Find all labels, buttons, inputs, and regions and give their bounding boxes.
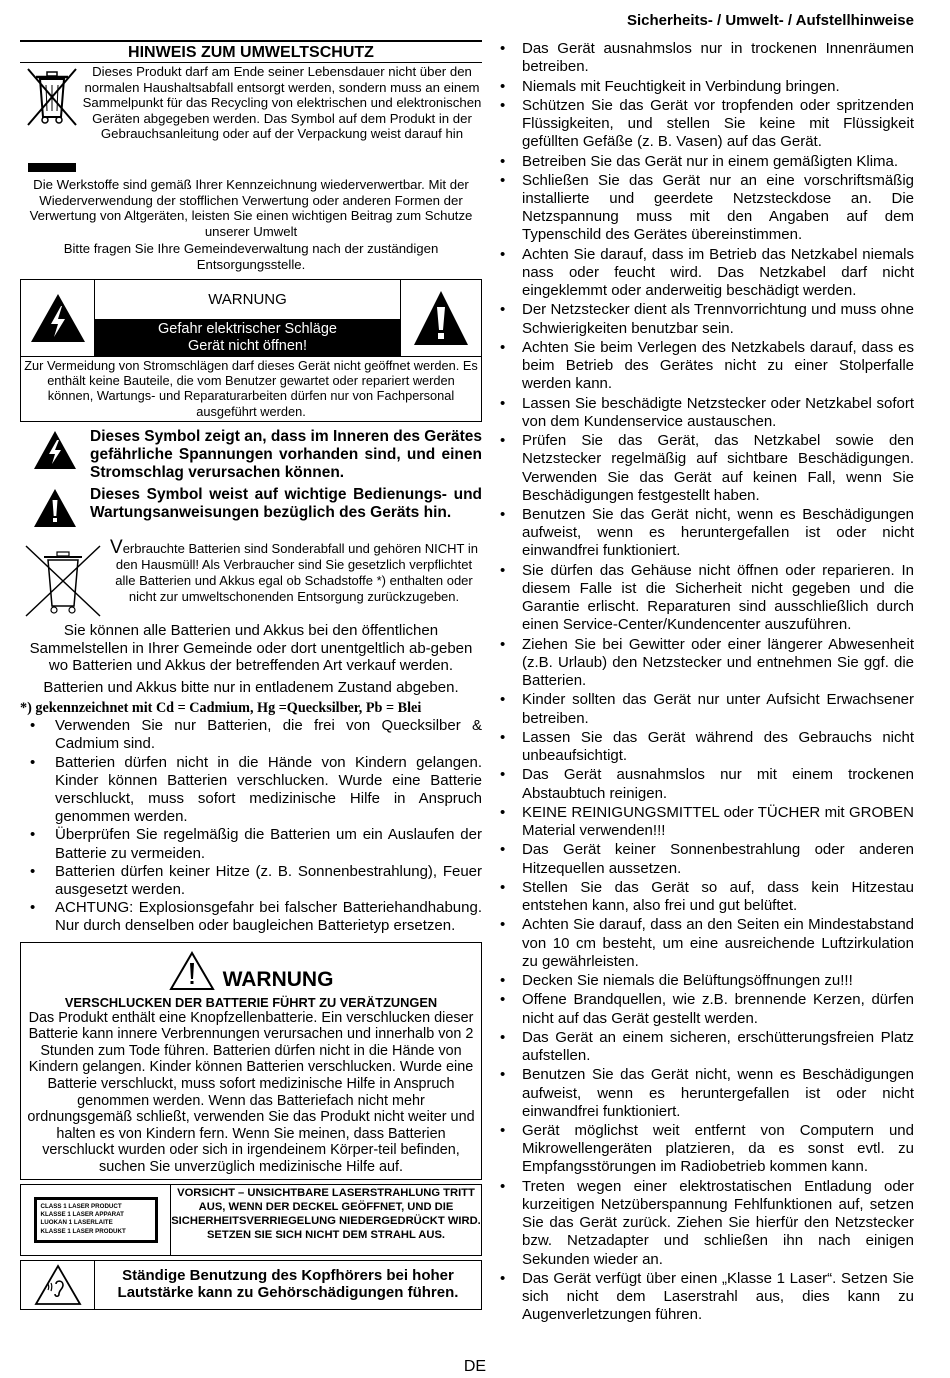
laser-warning-text: VORSICHT – UNSICHTBARE LASERSTRAHLUNG TRITT AUS, WENN DER DECKEL GEÖFFNET, UND DIE SICHERHEITSVERRIEGELUNG NIEDERGEDRÜCKT WIRD. SETZEN SIE SICH NICHT DEM STRAHL AUS.	[171, 1186, 481, 1242]
list-item: • Das Gerät verfügt über einen „Klasse 1 Laser“. Setzen Sie sich nicht dem Laserstrahl aus, dies kann zu Augenverletzungen führen.	[496, 1270, 914, 1325]
hearing-damage-icon	[34, 1264, 82, 1306]
battery-bullet-list	[20, 717, 482, 935]
list-item: • Achten Sie darauf, dass an den Seiten ein Mindestabstand von 10 cm besteht, um eine ausreichende Luftzirkulation zu gewährleisten.	[496, 916, 914, 971]
list-item: • Benutzen Sie das Gerät nicht, wenn es Beschädigungen aufweist, wenn es heruntergefallen ist oder nicht einwandfrei funktioniert.	[496, 506, 914, 561]
battery-bin-icon	[20, 540, 106, 620]
button-cell-warning-box	[20, 942, 482, 1180]
list-item: • Offene Brandquellen, wie z.B. brennende Kerzen, dürfen nicht auf das Gerät gestellt werden.	[496, 991, 914, 1027]
list-item: • Lassen Sie das Gerät während des Gebrauchs nicht unbeaufsichtigt.	[496, 729, 914, 765]
button-cell-warning-text: Das Produkt enthält eine Knopfzellenbatterie. Ein verschlucken dieser Batterie kann innere Verbrennungen verursachen und innerhalb von 2 Stunden zum Tode führen. Batterien dürfen nicht in die Hände von Kindern gelangen. Kinder können Batterien verschlucken. Wurde eine Batterie verschluckt, muss sofort medizinische Hilfe in Anspruch genommen werden. Wenn das Batteriefach nicht mehr ordnungsgemäß schließt, verwenden Sie das Produkt nicht weiter und halten es von Kindern fern. Wenn Sie meinen, dass Batterien verschluckt wurden oder sich in irgendeinem Körper-teil befinden, suchen Sie unverzüglich medizinische Hilfe auf.	[27, 1009, 475, 1175]
list-item: • Verwenden Sie nur Batterien, die frei von Quecksilber & Cadmium sind.	[20, 717, 482, 753]
exclamation-icon	[33, 488, 77, 528]
list-item: • Treten wegen einer elektrostatischen Entladung oder kurzeitigen Netzüberspannung Fehlfunktionen auf, setzen Sie das Gerät zurück. Ziehen Sie hierfür den Netzstecker bzw. Netzadapter und schließen ihn nach einigen Sekunden wieder an.	[496, 1178, 914, 1269]
environment-notice	[20, 40, 482, 273]
list-item: • Betreiben Sie das Gerät nur in einem gemäßigten Klima.	[496, 153, 914, 171]
headphone-warning-box	[20, 1260, 482, 1310]
list-item: • Schließen Sie das Gerät nur an eine vorschriftsmäßig installierte und geerdete Netzsteckdose an. Die Netzspannung muss mit den Angaben auf dem Typenschild des Gerätes übereinstimmen.	[496, 172, 914, 245]
list-item: • Gerät möglichst weit entfernt von Computern und Mikrowellengeräten platzieren, da es sonst evtl. zu Empfangsstörungen im Radiobetrieb kommen kann.	[496, 1122, 914, 1177]
laser-warning-box	[20, 1184, 482, 1256]
button-cell-warning-title: WARNUNG	[222, 967, 334, 991]
exclamation-symbol-text: Dieses Symbol weist auf wichtige Bedienungs- und Wartungsanweisungen bezüglich des Geräts hin.	[90, 486, 482, 522]
list-item: • Ziehen Sie bei Gewitter oder einer längerer Abwesenheit (z.B. Urlaub) den Netzstecker und entnehmen Sie ggf. die Batterien.	[496, 636, 914, 691]
list-item: • Lassen Sie beschädigte Netzstecker oder Netzkabel sofort von dem Kundenservice austauschen.	[496, 395, 914, 431]
page-number: DE	[463, 1358, 487, 1375]
list-item: • ACHTUNG: Explosionsgefahr bei falscher Batteriehandhabung. Nur durch denselben oder baugleichen Batterietyp ersetzen.	[20, 899, 482, 935]
right-column	[496, 40, 914, 1326]
list-item: • Prüfen Sie das Gerät, das Netzkabel sowie den Netzstecker regelmäßig auf sichtbare Beschädigungen. Verwenden Sie das Gerät auf keinen Fall, wenn Sie Beschädigungen festgestellt haben.	[496, 432, 914, 505]
shock-warning-box	[20, 279, 482, 423]
laser-label-line: KLASSE 1 LASER APPARAT	[40, 1210, 124, 1218]
laser-label-line: LUOKAN 1 LASERLAITE	[40, 1219, 113, 1227]
battery-text-3: Batterien und Akkus bitte nur in entladenem Zustand abgeben.	[43, 678, 459, 696]
button-cell-warning-subtitle: VERSCHLUCKEN DER BATTERIE FÜHRT ZU VERÄTZUNGEN	[64, 994, 438, 1010]
list-item: • Das Gerät an einem sicheren, erschütterungsfreien Platz aufstellen.	[496, 1029, 914, 1065]
list-item: • Benutzen Sie das Gerät nicht, wenn es Beschädigungen aufweist, wenn es heruntergefallen ist oder nicht einwandfrei funktioniert.	[496, 1066, 914, 1121]
warning-triangle-icon	[169, 951, 215, 991]
list-item: • Das Gerät keiner Sonnenbestrahlung oder anderen Hitzequellen aussetzen.	[496, 841, 914, 877]
list-item: • Achten Sie beim Verlegen des Netzkabels darauf, dass es beim Betrieb des Gerätes nicht zu einer Stolperfalle werden kann.	[496, 339, 914, 394]
safety-bullet-list	[496, 40, 914, 1324]
battery-footnote: *) gekennzeichnet mit Cd = Cadmium, Hg =Quecksilber, Pb = Blei	[20, 700, 422, 717]
list-item: • Stellen Sie das Gerät so auf, dass kein Hitzestau entstehen kann, also frei und gut belüftet.	[496, 879, 914, 915]
list-item: • Batterien dürfen nicht in die Hände von Kindern gelangen. Kinder können Batterien verschlucken. Wurde eine Batterie verschluckt, muss sofort medizinische Hilfe in Anspruch genommen werden.	[20, 754, 482, 827]
warning-black-band	[95, 319, 400, 356]
lightning-symbol-note	[20, 428, 482, 482]
warning-black-line-1: Gefahr elektrischer Schläge	[158, 320, 337, 337]
exclamation-warning-icon	[412, 289, 470, 347]
list-item: • Batterien dürfen keiner Hitze (z. B. Sonnenbestrahlung), Feuer ausgesetzt werden.	[20, 863, 482, 899]
list-item: • Schützen Sie das Gerät vor tropfenden oder spritzenden Flüssigkeiten, und stellen Sie keine mit Flüssigkeit gefüllten Gefäße (z. B. Vasen) auf das Gerät.	[496, 97, 914, 152]
crossed-bin-icon	[24, 65, 80, 129]
list-item: • Überprüfen Sie regelmäßig die Batterien um ein Auslaufen der Batterie zu vermeiden.	[20, 826, 482, 862]
battery-disposal	[20, 537, 482, 620]
environment-text-3: Bitte fragen Sie Ihre Gemeindeverwaltung nach der zuständigen Entsorgungsstelle.	[63, 241, 439, 272]
bin-underline-bar	[28, 163, 76, 172]
lightning-icon	[33, 430, 77, 470]
laser-class-label	[34, 1197, 158, 1243]
list-item: • Der Netzstecker dient als Trennvorrichtung und muss ohne Schwierigkeiten benutzbar sein.	[496, 301, 914, 337]
environment-text-2: Die Werkstoffe sind gemäß Ihrer Kennzeichnung wiederverwertbar. Mit der Wiederverwendung der stofflichen Verwertung oder anderen Formen der Verwertung von Altgeräten, leisten Sie einen wichtigen Beitrag zum Schutze unserer Umwelt	[29, 177, 473, 239]
list-item: • Achten Sie darauf, dass im Betrieb das Netzkabel niemals nass oder feucht wird. Das Netzkabel darf nicht eingeklemmt oder anderweitig beschädigt werden.	[496, 246, 914, 301]
page-header: Sicherheits- / Umwelt- / Aufstellhinweise	[626, 12, 914, 29]
list-item: • Sie dürfen das Gehäuse nicht öffnen oder reparieren. In diesem Falle ist die Sicherheit nicht gegeben und die Garantie erlischt. Reparaturen sind ausschließlich durch einen Service-Center/Kundencenter auszuführen.	[496, 562, 914, 635]
list-item: • Das Gerät ausnahmslos nur mit einem trockenen Abstaubtuch reinigen.	[496, 766, 914, 802]
battery-initial-letter: V	[110, 537, 123, 559]
environment-title: HINWEIS ZUM UMWELTSCHUTZ	[20, 43, 482, 63]
list-item: • KEINE REINIGUNGSMITTEL oder TÜCHER mit GROBEN Material verwenden!!!	[496, 804, 914, 840]
lightning-warning-icon	[29, 292, 87, 344]
battery-text-1: erbrauchte Batterien sind Sonderabfall und gehören NICHT in den Hausmüll! Als Verbraucher sind Sie gesetzlich verpflichtet alle Batterien und Akkus egal ob Schadstoffe *) enthalten oder nicht zur umweltschonenden Entsorgung zurückzugeben.	[115, 541, 478, 604]
warning-title: WARNUNG	[208, 290, 287, 308]
headphone-warning-text: Ständige Benutzung des Kopfhörers bei hoher Lautstärke kann zu Gehörschädigungen führen.	[117, 1266, 459, 1302]
laser-label-line: KLASSE 1 LASER PRODUKT	[40, 1227, 126, 1235]
lightning-symbol-text: Dieses Symbol zeigt an, dass im Inneren des Gerätes gefährliche Spannungen vorhanden sind, und einen Stromschlag verursachen können.	[90, 428, 482, 482]
shock-warning-text: Zur Vermeidung von Stromschlägen darf dieses Gerät nicht geöffnet werden. Es enthält keine Bauteile, die vom Benutzer gewartet oder repariert werden können, Wartungs- und Reparaturarbeiten dürfen nur von Fachpersonal ausgeführt werden.	[24, 357, 478, 419]
left-column	[20, 40, 482, 1310]
list-item: • Decken Sie niemals die Belüftungsöffnungen zu!!!	[496, 972, 914, 990]
warning-black-line-2: Gerät nicht öffnen!	[187, 337, 308, 354]
environment-text-1: Dieses Produkt darf am Ende seiner Lebensdauer nicht über den normalen Haushaltsabfall entsorgt werden, sondern muss an einem Sammelpunkt für das Recycling von elektrischen und elektronischen Geräten abgegeben werden. Das Symbol auf dem Produkt in der Gebrauchsanleitung oder auf der Verpackung weist darauf hin	[82, 64, 482, 142]
list-item: • Niemals mit Feuchtigkeit in Verbindung bringen.	[496, 78, 914, 96]
laser-label-line: CLASS 1 LASER PRODUCT	[40, 1202, 122, 1210]
list-item: • Das Gerät ausnahmslos nur in trockenen Innenräumen betreiben.	[496, 40, 914, 76]
list-item: • Kinder sollten das Gerät nur unter Aufsicht Erwachsener betreiben.	[496, 691, 914, 727]
battery-text-2: Sie können alle Batterien und Akkus bei den öffentlichen Sammelstellen in Ihrer Gemeinde oder dort unentgeltlich ab-geben wo Batterien und Akkus der betreffenden Art verkauf werden.	[29, 622, 473, 675]
exclamation-symbol-note	[20, 486, 482, 528]
